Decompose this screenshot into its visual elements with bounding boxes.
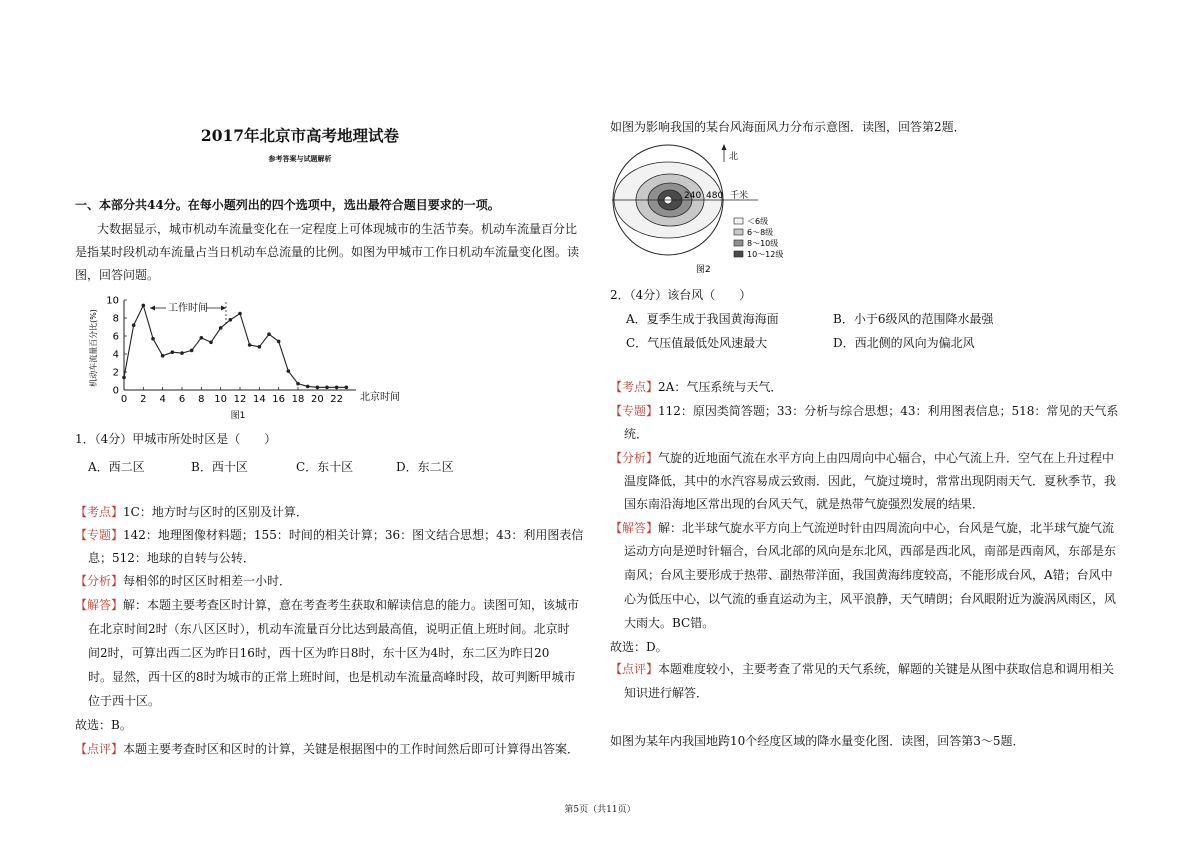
q2-option-d: D．西北侧的风向为偏北风 — [833, 336, 975, 350]
data-point — [345, 386, 349, 390]
x-tick-label: 16 — [272, 394, 286, 405]
x-tick-label: 4 — [159, 394, 166, 405]
q2-dianping — [610, 658, 1114, 681]
north-label: 北 — [729, 152, 739, 162]
zhuanti-text: 142：地理图像材料题；155：时间的相关计算；36：图文结合思想；43：利用图表信 — [123, 528, 584, 542]
q2-jieda-line-2: 运动方向是逆时针辐合，台风北部的风向是东北风，西部是西北风，南部是西南风，东部是东 — [624, 544, 1117, 558]
flow-line-series — [124, 305, 346, 387]
kaodian-tag: 【考点】 — [610, 380, 659, 394]
legend-lt6: ＜6级 — [747, 217, 769, 226]
q1-jieda-line-3: 间2时，可算出西二区为昨日16时，西十区为昨日8时，东十区为4时，东二区为昨日20 — [88, 646, 550, 660]
q2-answer: 故选：D。 — [610, 640, 668, 654]
fig1-x-label: 北京时间 — [360, 392, 400, 403]
jieda-text: 解：北半球气旋水平方向上气流逆时针由四周流向中心，台风是气旋，北半球气旋气流 — [658, 521, 1115, 535]
jieda-tag: 【解答】 — [75, 598, 124, 612]
legend-10-12: 10～12级 — [747, 250, 784, 259]
q2-zhuanti-line-2: 统． — [624, 427, 649, 441]
data-point — [316, 386, 320, 390]
data-point — [238, 312, 242, 316]
x-tick-label: 0 — [120, 394, 128, 405]
zhuanti-text: 112：原因类简答题；33：分析与综合思想；43：利用图表信息；518：常见的天气系 — [658, 404, 1119, 418]
q2-fenxi-line-3: 国东南沿海地区常出现的台风天气，就是热带气旋强烈发展的结果． — [624, 497, 985, 511]
km-label: 千米 — [730, 191, 749, 201]
dist-240: 240 — [684, 191, 702, 201]
q1-jieda-line-5: 位于西十区。 — [88, 694, 161, 708]
fig2-caption: 图2 — [696, 265, 711, 275]
data-point — [171, 350, 175, 354]
y-tick-label: 6 — [112, 331, 119, 343]
q2-fenxi-line-2: 温度降低，其中的水汽容易成云致雨．因此，气旋过境时，常常出现阴雨天气．夏秋季节，我 — [624, 474, 1117, 488]
q2-zhuanti — [610, 400, 1118, 423]
dist-480: 480 — [706, 191, 724, 201]
x-tick-label: 8 — [198, 394, 205, 405]
data-point — [180, 351, 184, 355]
q2-stem: 2．（4分）该台风（ ） — [610, 288, 752, 302]
q1-kaodian — [75, 501, 308, 524]
q1-jieda-line-2: 在北京时间2时（东八区区时），机动车流量百分比达到最高值，说明正值上班时间。北京时 — [88, 622, 570, 636]
fig1-y-label: 机动车流量百分比(%) — [89, 309, 98, 387]
fig1-caption: 图1 — [230, 411, 246, 421]
data-point — [287, 369, 291, 373]
fenxi-tag: 【分析】 — [75, 574, 124, 588]
q1-dianping — [75, 738, 579, 761]
data-point — [151, 337, 155, 341]
figure-1-chart — [88, 290, 418, 422]
x-tick-label: 12 — [233, 394, 247, 405]
data-point — [248, 343, 252, 347]
q1-jieda-line-4: 时。显然，西十区的8时为城市的正常上班时间，也是机动车流量高峰时段，故可判断甲城市 — [88, 670, 576, 684]
q1-option-b: B．西十区 — [191, 460, 248, 474]
q2-jieda — [610, 517, 1114, 540]
data-point — [200, 336, 204, 340]
page-subtitle: 参考答案与试题解析 — [268, 154, 332, 163]
data-point — [335, 386, 339, 390]
x-tick-label: 2 — [140, 394, 147, 405]
legend-8-10: 8～10级 — [747, 239, 779, 248]
y-tick-label: 8 — [112, 313, 119, 325]
q2-dianping-line-2: 知识进行解答． — [624, 686, 709, 700]
fenxi-text: 每相邻的时区区时相差一小时． — [123, 574, 292, 588]
intro-line-3: 图，回答问题。 — [75, 268, 160, 282]
y-tick-label: 4 — [112, 349, 119, 361]
data-point — [142, 304, 146, 308]
kaodian-text: 1C：地方时与区时的区别及计算． — [123, 505, 308, 519]
x-tick-label: 14 — [252, 394, 266, 405]
work-time-annotation: 工作时间 — [168, 303, 208, 314]
q1-zhuanti-line-2: 息；512：地球的自转与公转． — [88, 551, 255, 565]
jieda-text: 解：本题主要考查区时计算，意在考查考生获取和解读信息的能力。读图可知，该城市 — [123, 598, 580, 612]
zhuanti-tag: 【专题】 — [610, 404, 659, 418]
data-point — [267, 332, 271, 336]
q1-stem: 1．（4分）甲城市所处时区是（ ） — [75, 432, 277, 446]
data-point — [190, 349, 194, 353]
data-point — [229, 318, 233, 322]
fenxi-tag: 【分析】 — [610, 451, 659, 465]
q2-option-c: C．气压值最低处风速最大 — [626, 336, 768, 350]
page-title: 2017年北京市高考地理试卷 — [200, 126, 400, 145]
q2-option-b: B．小于6级风的范围降水最强 — [833, 312, 994, 326]
fig2-legend — [734, 217, 783, 259]
x-tick-label: 6 — [178, 394, 186, 405]
dianping-text: 本题难度较小，主要考查了常见的天气系统，解题的关键是从图中获取信息和调用相关 — [658, 662, 1115, 676]
kaodian-tag: 【考点】 — [75, 505, 124, 519]
section-heading: 一、本部分共44分。在每小题列出的四个选项中，选出最符合题目要求的一项。 — [75, 198, 500, 212]
page-footer: 第5页（共11页） — [564, 805, 636, 815]
intro-line-1: 大数据显示，城市机动车流量变化在一定程度上可体现城市的生活节奏。机动车流量百分比 — [97, 222, 578, 236]
q2-jieda-line-4: 心为低压中心，以气流的垂直运动为主，风平浪静，天气晴朗；台风眼附近为漩涡风雨区，风 — [624, 592, 1117, 606]
data-point — [132, 323, 136, 327]
fig2-intro: 如图为影响我国的某台风海面风力分布示意图．读图，回答第2题． — [610, 120, 966, 134]
data-point — [209, 341, 213, 345]
data-point — [258, 345, 262, 349]
q2-fenxi — [610, 447, 1114, 470]
q2-jieda-line-3: 南风；台风主要形成于热带、副热带洋面，我国黄海纬度较高，不能形成台风，A错；台风中 — [624, 568, 1113, 582]
q1-answer: 故选：B。 — [75, 718, 132, 732]
data-point — [161, 354, 165, 358]
q3-intro: 如图为某年内我国地跨10个经度区域的降水量变化图．读图，回答第3～5题． — [610, 734, 1025, 748]
q2-option-a: A．夏季生成于我国黄海海面 — [626, 312, 779, 326]
kaodian-text: 2A：气压系统与天气． — [658, 380, 783, 394]
x-tick-label: 20 — [310, 394, 324, 405]
y-tick-label: 0 — [112, 385, 119, 397]
dianping-tag: 【点评】 — [610, 662, 659, 676]
figure-2-typhoon — [610, 138, 830, 278]
dianping-tag: 【点评】 — [75, 742, 124, 756]
q1-option-c: C．东十区 — [296, 460, 354, 474]
q1-zhuanti — [75, 524, 583, 547]
y-tick-label: 2 — [112, 367, 119, 379]
q2-jieda-line-5: 大雨大。BC错。 — [624, 616, 715, 630]
x-tick-label: 22 — [330, 394, 344, 405]
x-tick-label: 18 — [291, 394, 305, 405]
jieda-tag: 【解答】 — [610, 521, 659, 535]
data-point — [122, 376, 126, 380]
q2-kaodian — [610, 376, 782, 399]
data-point — [296, 382, 300, 386]
q1-fenxi — [75, 570, 291, 593]
q1-jieda — [75, 594, 579, 617]
fenxi-text: 气旋的近地面气流在水平方向上由四周向中心辐合，中心气流上升．空气在上升过程中 — [658, 451, 1115, 465]
y-tick-label: 10 — [106, 295, 119, 307]
legend-6-8: 6～8级 — [747, 228, 774, 237]
q1-option-a: A．西二区 — [88, 460, 145, 474]
zhuanti-tag: 【专题】 — [75, 528, 124, 542]
data-point — [277, 340, 281, 344]
dianping-text: 本题主要考查时区和区时的计算，关键是根据图中的工作时间然后即可计算得出答案． — [123, 742, 580, 756]
intro-line-2: 是指某时段机动车流量占当日机动车总流量的比例。如图为甲城市工作日机动车流量变化图。读 — [75, 245, 580, 259]
q1-option-d: D．东二区 — [396, 460, 454, 474]
x-tick-label: 10 — [214, 394, 228, 405]
data-point — [306, 385, 310, 389]
data-point — [219, 326, 223, 330]
data-point — [325, 386, 329, 390]
